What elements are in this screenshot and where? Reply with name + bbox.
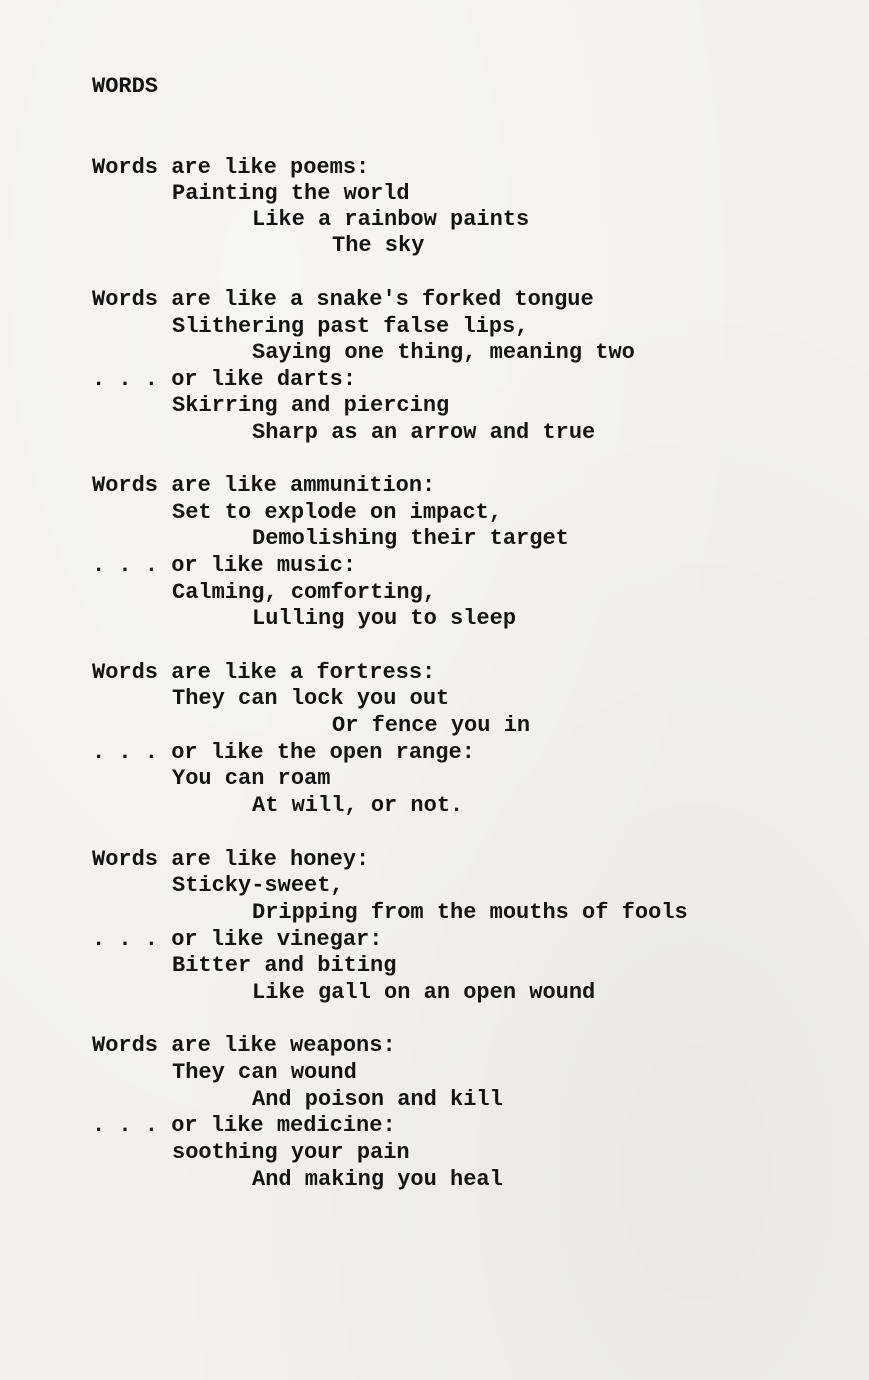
poem-line: They can wound — [172, 1060, 357, 1085]
poem-line: . . . or like darts: — [92, 367, 357, 392]
poem-line: soothing your pain — [172, 1140, 410, 1165]
poem-line: And poison and kill — [252, 1087, 503, 1112]
poem-title: WORDS — [92, 74, 159, 99]
poem-line: Words are like ammunition: — [92, 473, 436, 498]
poem-line: . . . or like medicine: — [92, 1113, 396, 1138]
poem-line: Or fence you in — [332, 713, 531, 738]
poem-line: And making you heal — [252, 1167, 503, 1192]
poem-line: Words are like honey: — [92, 847, 370, 872]
poem-line: Bitter and biting — [172, 953, 397, 978]
poem-line: Lulling you to sleep — [252, 606, 517, 631]
poem-line: Words are like a fortress: — [92, 660, 436, 685]
poem-line: Sharp as an arrow and true — [252, 420, 596, 445]
poem-line: Painting the world — [172, 181, 410, 206]
poem-line: Demolishing their target — [252, 526, 569, 551]
poem-line: Slithering past false lips, — [172, 314, 529, 339]
poem-line: Like gall on an open wound — [252, 980, 596, 1005]
poem-line: Words are like a snake's forked tongue — [92, 287, 594, 312]
poem-line: Dripping from the mouths of fools — [252, 900, 688, 925]
poem-line: Saying one thing, meaning two — [252, 340, 635, 365]
poem-line: They can lock you out — [172, 686, 450, 711]
poem-line: . . . or like vinegar: — [92, 927, 383, 952]
poem-line: Set to explode on impact, — [172, 500, 503, 525]
poem-line: Skirring and piercing — [172, 393, 450, 418]
poem-line: Like a rainbow paints — [252, 207, 530, 232]
poem-line: Words are like weapons: — [92, 1033, 396, 1058]
poem-line: . . . or like music: — [92, 553, 357, 578]
poem-line: At will, or not. — [252, 793, 464, 818]
poem-line: You can roam — [172, 766, 331, 791]
poem-line: Calming, comforting, — [172, 580, 437, 605]
poem-line: . . . or like the open range: — [92, 740, 475, 765]
poem-line: Words are like poems: — [92, 155, 370, 180]
poem-line: The sky — [332, 233, 425, 258]
poem-line: Sticky-sweet, — [172, 873, 344, 898]
